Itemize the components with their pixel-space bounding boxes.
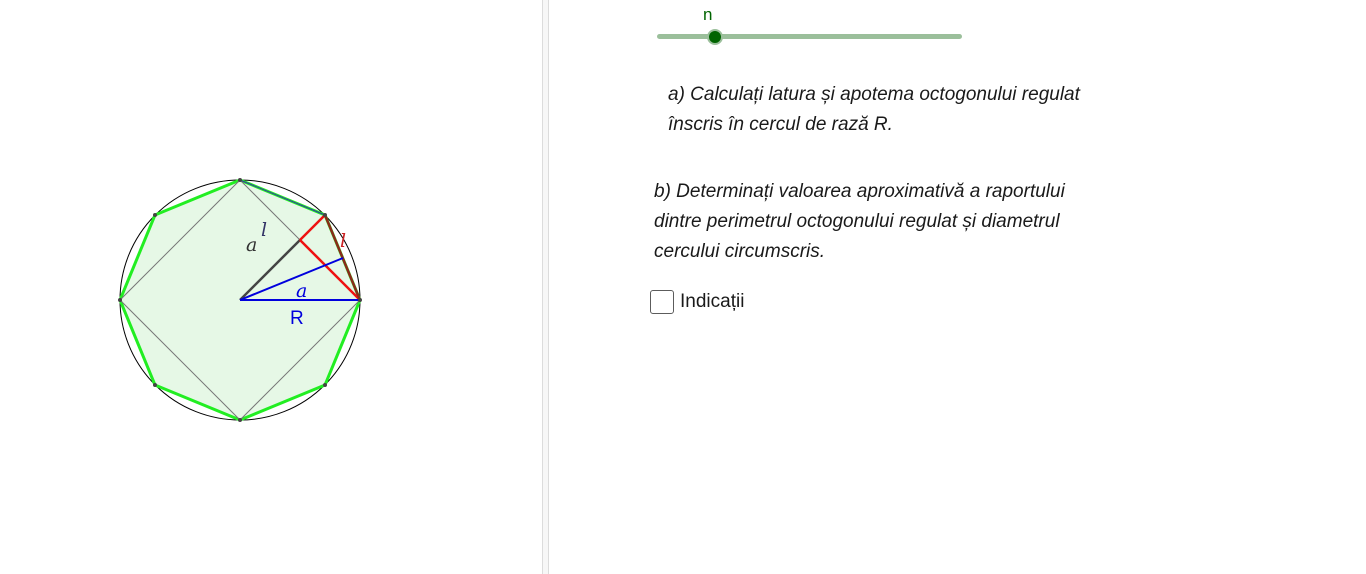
radius-label: R: [290, 308, 304, 329]
octagon-apothem-label: a: [296, 280, 308, 302]
task-b-line-1: b) Determinați valoarea aproximativă a raportului: [654, 181, 1065, 202]
square-apothem-label: a: [246, 234, 258, 256]
slider-thumb[interactable]: [707, 29, 723, 45]
octagon-side-label: l: [340, 230, 347, 252]
geometry-figure: [0, 0, 542, 574]
square-side-label: l: [261, 219, 268, 241]
task-b-text: [654, 177, 1124, 267]
hint-label[interactable]: Indicații: [680, 291, 745, 312]
slider-n[interactable]: [657, 34, 962, 39]
task-a-text: [668, 80, 1138, 140]
task-a-line-2: înscris în cercul de rază R.: [668, 114, 893, 135]
task-a-line-1: a) Calculați latura și apotema octogonului regulat: [668, 84, 1080, 105]
graphics-view[interactable]: [0, 0, 542, 574]
hint-checkbox[interactable]: [650, 290, 674, 314]
task-b-line-3: cercului circumscris.: [654, 241, 826, 262]
task-b-line-2: dintre perimetrul octogonului regulat și diametrul: [654, 211, 1060, 232]
slider-label: n: [703, 5, 713, 24]
view-divider[interactable]: [542, 0, 549, 574]
text-view: [550, 0, 1366, 574]
hint-toggle[interactable]: [650, 290, 744, 314]
